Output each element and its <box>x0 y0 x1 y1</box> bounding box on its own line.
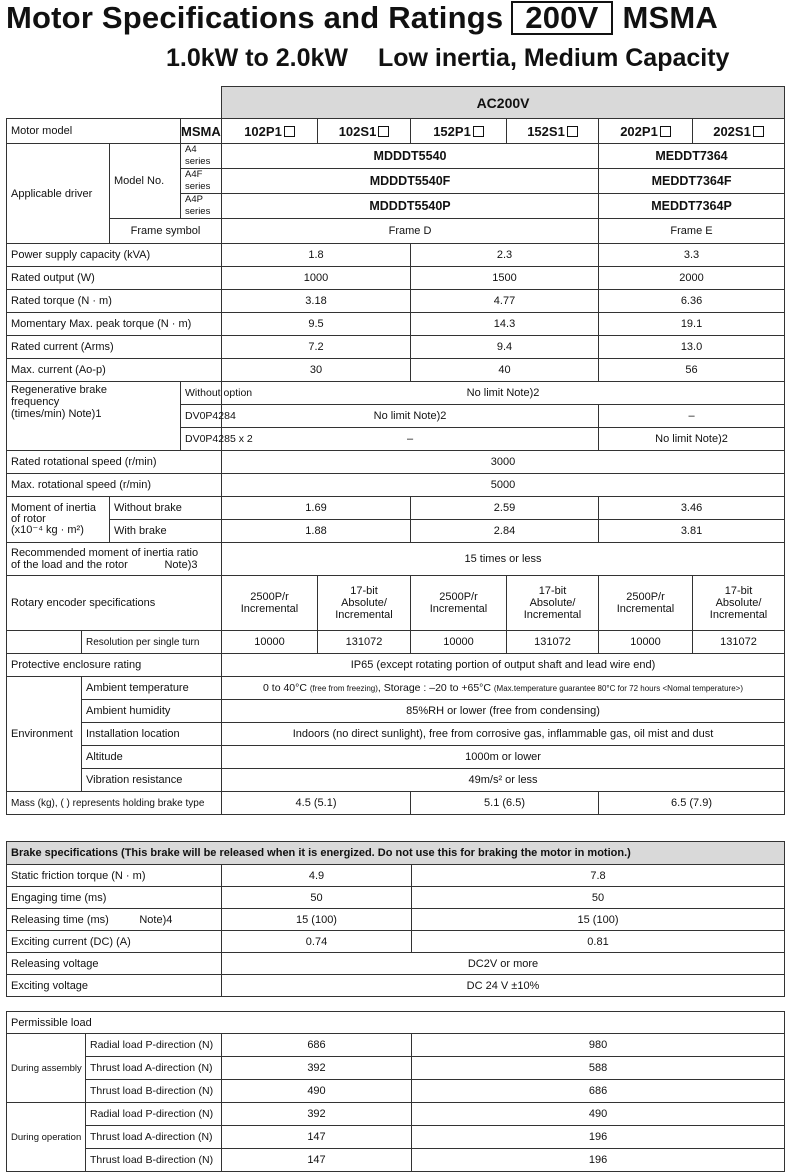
row-value: 3000 <box>222 451 785 474</box>
resolution-value: 131072 <box>693 631 785 654</box>
row-value: 6.36 <box>599 290 785 313</box>
inertia-label-line: of rotor <box>11 513 46 525</box>
option-box-icon <box>473 126 484 137</box>
brake-row-value: 15 (100) <box>412 909 785 931</box>
row-label: Max. current (Ao-p) <box>7 359 222 382</box>
model-cell <box>411 119 507 144</box>
encoder-type-line: Incremental <box>523 609 582 621</box>
brake-row-label: Exciting voltage <box>7 975 222 997</box>
encoder-type-line: 17-bit <box>350 585 378 597</box>
model-cell <box>507 119 599 144</box>
page-subtitle <box>166 44 729 73</box>
row-label: Power supply capacity (kVA) <box>7 244 222 267</box>
row-value: 1.8 <box>222 244 411 267</box>
row-value: 3.81 <box>599 520 785 543</box>
encoder-type-line: 2500P/r <box>250 591 289 603</box>
load-row-label: Thrust load A-direction (N) <box>86 1126 222 1149</box>
regen-label-line: (times/min) Note)1 <box>11 408 102 420</box>
driver-model: MEDDT7364P <box>599 194 785 219</box>
model-code: 152P1 <box>433 123 471 139</box>
regen-value: No limit Note)2 <box>222 382 785 405</box>
row-value: 4.77 <box>411 290 599 313</box>
frame-d: Frame D <box>222 219 599 244</box>
row-value: 2.59 <box>411 497 599 520</box>
environment-label: Environment <box>7 677 82 792</box>
option-box-icon <box>753 126 764 137</box>
mass-value: 5.1 (6.5) <box>411 792 599 815</box>
spec-table <box>6 86 785 815</box>
regen-option-label: DV0P4285 x 2 <box>181 428 222 451</box>
driver-model: MEDDT7364F <box>599 169 785 194</box>
load-value: 588 <box>412 1057 785 1080</box>
driver-model: MEDDT7364 <box>599 144 785 169</box>
env-label: Installation location <box>82 723 222 746</box>
model-code: 202P1 <box>620 123 658 139</box>
resolution-value: 131072 <box>318 631 411 654</box>
brake-table <box>6 841 785 997</box>
encoder-type <box>318 576 411 631</box>
permissible-load-table <box>6 1011 785 1172</box>
row-value: 2.84 <box>411 520 599 543</box>
assembly-label: During assembly <box>7 1034 86 1103</box>
regen-label-line: Regenerative brake <box>11 384 108 396</box>
env-value: 85%RH or lower (free from condensing) <box>222 700 785 723</box>
encoder-label: Rotary encoder specifications <box>7 576 222 631</box>
row-value: 14.3 <box>411 313 599 336</box>
resolution-value: 10000 <box>411 631 507 654</box>
env-value <box>222 677 785 700</box>
driver-series: A4F series <box>181 169 222 194</box>
ratio-label-line: of the load and the rotor Note)3 <box>11 559 198 571</box>
load-row-label: Radial load P-direction (N) <box>86 1103 222 1126</box>
load-header: Permissible load <box>7 1012 785 1034</box>
encoder-type <box>693 576 785 631</box>
ratio-label-line: Recommended moment of inertia ratio <box>11 547 199 559</box>
row-value: 40 <box>411 359 599 382</box>
encoder-type-line: Incremental <box>335 609 393 621</box>
row-value: 2000 <box>599 267 785 290</box>
row-value: 1.69 <box>222 497 411 520</box>
row-value: 9.5 <box>222 313 411 336</box>
option-box-icon <box>378 126 389 137</box>
row-value: 13.0 <box>599 336 785 359</box>
load-value: 490 <box>222 1080 412 1103</box>
row-label: Protective enclosure rating <box>7 654 222 677</box>
regen-option-label: Without option <box>185 387 253 399</box>
env-temp-note: (free from freezing) <box>309 684 378 693</box>
encoder-type-line: Absolute/ <box>529 597 576 609</box>
mass-label: Mass (kg), ( ) represents holding brake type <box>7 792 222 815</box>
regen-value: – <box>599 405 785 428</box>
title-text: Motor Specifications and Ratings <box>6 0 504 35</box>
driver-series: A4P series <box>181 194 222 219</box>
subtitle-range: 1.0kW to 2.0kW <box>166 44 348 72</box>
inertia-ratio-label <box>7 543 222 576</box>
env-value: 49m/s² or less <box>222 769 785 792</box>
voltage-badge: 200V <box>511 1 612 35</box>
load-row-label: Thrust load A-direction (N) <box>86 1057 222 1080</box>
encoder-type <box>507 576 599 631</box>
mass-value: 6.5 (7.9) <box>599 792 785 815</box>
supply-header: AC200V <box>222 87 785 119</box>
load-value: 147 <box>222 1149 412 1172</box>
resolution-value: 10000 <box>222 631 318 654</box>
without-brake-label: Without brake <box>110 497 222 520</box>
encoder-type-line: Incremental <box>429 603 488 615</box>
brake-row-label: Exciting current (DC) (A) <box>7 931 222 953</box>
regen-value: No limit Note)2 <box>222 405 599 428</box>
brake-row-value: 15 (100) <box>222 909 412 931</box>
brake-row-value: 50 <box>412 887 785 909</box>
regen-value: – <box>222 428 599 451</box>
row-value: 3.18 <box>222 290 411 313</box>
mass-value: 4.5 (5.1) <box>222 792 411 815</box>
regen-brake-label <box>7 382 181 451</box>
env-label: Altitude <box>82 746 222 769</box>
option-box-icon <box>284 126 295 137</box>
load-value: 490 <box>412 1103 785 1126</box>
brake-row-label: Engaging time (ms) <box>7 887 222 909</box>
row-label: Max. rotational speed (r/min) <box>7 474 222 497</box>
encoder-type-line: 17-bit <box>538 585 567 597</box>
row-value: 3.46 <box>599 497 785 520</box>
motor-model-prefix: MSMA <box>181 119 222 144</box>
encoder-type-line: Incremental <box>709 609 768 621</box>
row-value: 15 times or less <box>222 543 785 576</box>
resolution-value: 131072 <box>507 631 599 654</box>
env-label: Ambient humidity <box>82 700 222 723</box>
model-code: 202S1 <box>713 123 751 139</box>
inertia-label-line: (x10⁻⁴ kg · m²) <box>11 524 84 536</box>
model-code: 102S1 <box>338 123 377 139</box>
encoder-type-line: 2500P/r <box>626 591 665 603</box>
inertia-label-line: Moment of inertia <box>11 502 96 514</box>
regen-label-line: frequency <box>11 396 60 408</box>
load-value: 392 <box>222 1103 412 1126</box>
model-code: 102P1 <box>244 123 282 139</box>
driver-model: MDDDT5540F <box>222 169 599 194</box>
driver-model: MDDDT5540P <box>222 194 599 219</box>
encoder-type-line: Incremental <box>240 603 299 615</box>
brake-row-value: DC2V or more <box>222 953 785 975</box>
row-value: 1.88 <box>222 520 411 543</box>
inertia-label <box>7 497 110 543</box>
row-value: 2.3 <box>411 244 599 267</box>
row-value: 3.3 <box>599 244 785 267</box>
row-value: 56 <box>599 359 785 382</box>
encoder-type <box>222 576 318 631</box>
driver-model: MDDDT5540 <box>222 144 599 169</box>
frame-symbol-label: Frame symbol <box>110 219 222 244</box>
motor-model-label: Motor model <box>7 119 181 144</box>
encoder-type <box>411 576 507 631</box>
load-value: 147 <box>222 1126 412 1149</box>
model-cell <box>222 119 318 144</box>
resolution-label: Resolution per single turn <box>82 631 222 654</box>
row-label: Rated torque (N · m) <box>7 290 222 313</box>
encoder-type-line: Incremental <box>616 603 675 615</box>
encoder-type-line: 17-bit <box>724 585 753 597</box>
brake-row-value: 4.9 <box>222 865 412 887</box>
row-value: IP65 (except rotating portion of output shaft and lead wire end) <box>222 654 785 677</box>
load-value: 196 <box>412 1149 785 1172</box>
driver-series: A4 series <box>181 144 222 169</box>
env-value: Indoors (no direct sunlight), free from corrosive gas, inflammable gas, oil mist and dust <box>222 723 785 746</box>
load-row-label: Thrust load B-direction (N) <box>86 1080 222 1103</box>
model-cell <box>318 119 411 144</box>
row-label: Rated output (W) <box>7 267 222 290</box>
regen-option-label: DV0P4284 <box>181 405 222 428</box>
env-label: Ambient temperature <box>82 677 222 700</box>
row-label: Rated current (Arms) <box>7 336 222 359</box>
page-title <box>6 0 718 36</box>
env-temp-note: (Max.temperature guarantee 80°C for 72 hours <Nomal temperature>) <box>493 684 743 693</box>
encoder-type <box>599 576 693 631</box>
row-value: 19.1 <box>599 313 785 336</box>
row-value: 30 <box>222 359 411 382</box>
encoder-type-line: Absolute/ <box>715 597 762 609</box>
brake-row-label: Releasing time (ms) Note)4 <box>7 909 222 931</box>
row-value: 5000 <box>222 474 785 497</box>
load-row-label: Thrust load B-direction (N) <box>86 1149 222 1172</box>
regen-option <box>181 382 253 405</box>
brake-row-value: 0.74 <box>222 931 412 953</box>
brake-row-value: DC 24 V ±10% <box>222 975 785 997</box>
env-temp-main: 0 to 40°C <box>263 682 307 694</box>
regen-value: No limit Note)2 <box>599 428 785 451</box>
brake-header: Brake specifications (This brake will be released when it is energized. Do not use this for braking the motor in motion.) <box>7 842 785 865</box>
env-label: Vibration resistance <box>82 769 222 792</box>
brake-row-value: 50 <box>222 887 412 909</box>
load-value: 980 <box>412 1034 785 1057</box>
operation-label: During operation <box>7 1103 86 1172</box>
with-brake-label: With brake <box>110 520 222 543</box>
model-no-label: Model No. <box>110 144 181 219</box>
model-cell <box>599 119 693 144</box>
load-value: 686 <box>412 1080 785 1103</box>
env-value: 1000m or lower <box>222 746 785 769</box>
row-label: Momentary Max. peak torque (N · m) <box>7 313 222 336</box>
row-value: 7.2 <box>222 336 411 359</box>
frame-e: Frame E <box>599 219 785 244</box>
option-box-icon <box>567 126 578 137</box>
brake-row-label: Releasing voltage <box>7 953 222 975</box>
brake-row-value: 7.8 <box>412 865 785 887</box>
series-name: MSMA <box>622 0 719 35</box>
option-box-icon <box>660 126 671 137</box>
brake-row-value: 0.81 <box>412 931 785 953</box>
encoder-type-line: 2500P/r <box>439 591 478 603</box>
env-temp-storage: , Storage : –20 to +65°C <box>377 682 491 694</box>
brake-row-label: Static friction torque (N · m) <box>7 865 222 887</box>
resolution-value: 10000 <box>599 631 693 654</box>
model-code: 152S1 <box>527 123 565 139</box>
subtitle-desc: Low inertia, Medium Capacity <box>378 44 730 72</box>
applicable-driver-label: Applicable driver <box>7 144 110 244</box>
row-value: 1500 <box>411 267 599 290</box>
load-value: 392 <box>222 1057 412 1080</box>
row-value: 9.4 <box>411 336 599 359</box>
row-value: 1000 <box>222 267 411 290</box>
load-value: 196 <box>412 1126 785 1149</box>
load-row-label: Radial load P-direction (N) <box>86 1034 222 1057</box>
encoder-type-line: Absolute/ <box>341 597 387 609</box>
model-cell <box>693 119 785 144</box>
row-label: Rated rotational speed (r/min) <box>7 451 222 474</box>
load-value: 686 <box>222 1034 412 1057</box>
